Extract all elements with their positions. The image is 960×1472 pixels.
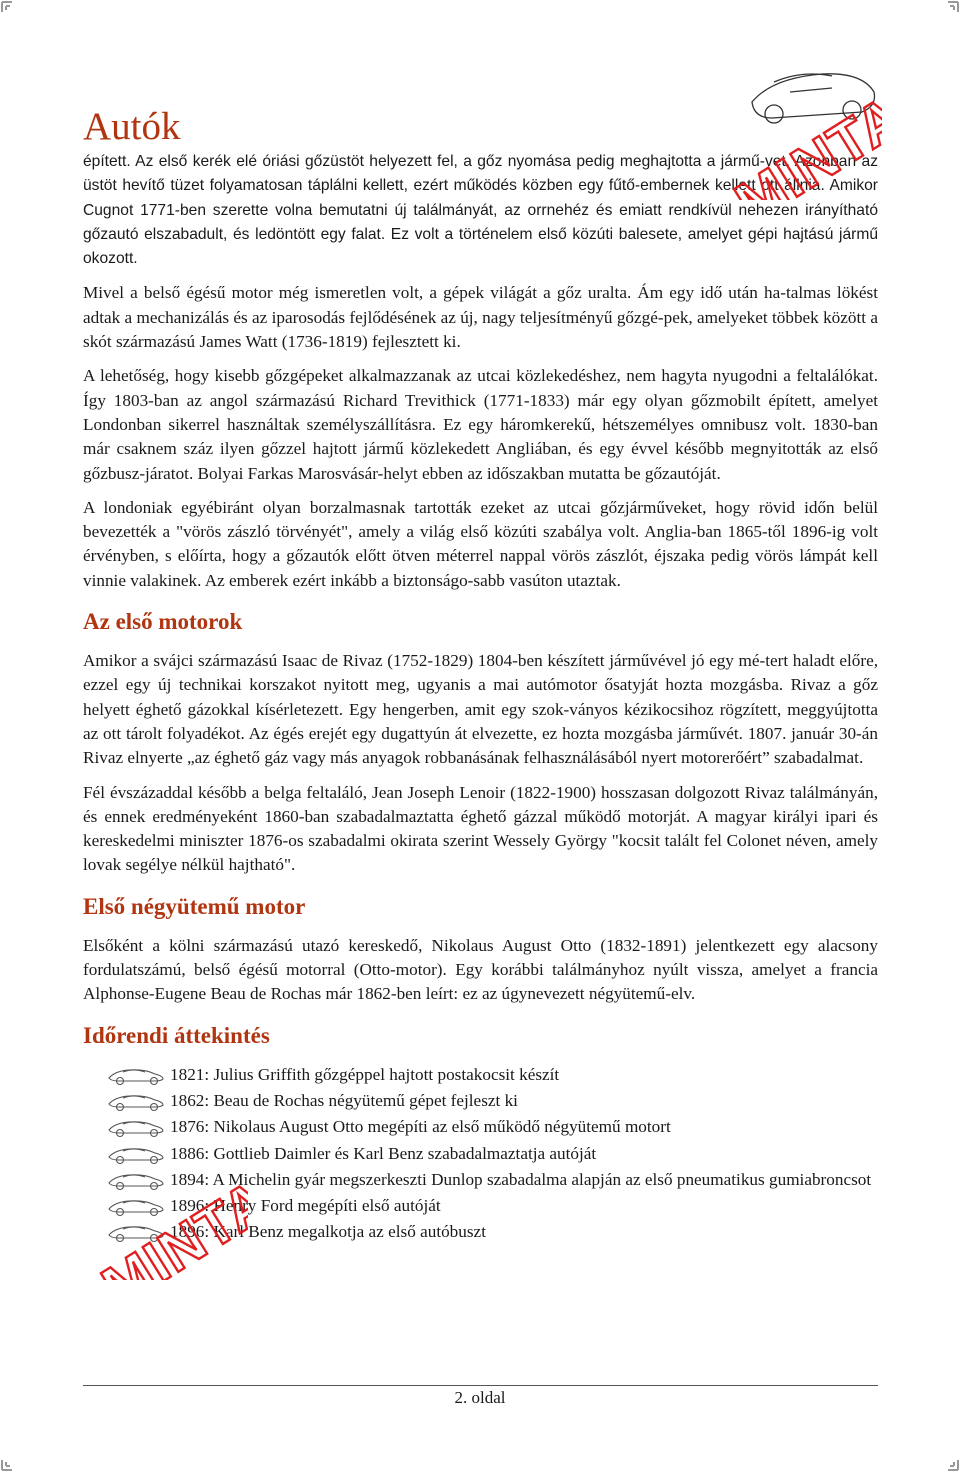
intro-paragraph: A lehetőség, hogy kisebb gőzgépeket alkalmazzanak az utcai közlekedéshez, nem hagyta nyugodni a feltalálókat. Így 1803-ban az angol származású Richard Trevithick (1771-1833) már egy olyan gőzmobilt épített, amelyet Londonban sikerrel használtak személyszállításra. Ez egy háromkerekű, hétszemélyes omnibusz volt. 1830-ban már csaknem száz ilyen gőzzel hajtott jármű közlekedett Angliában, és egy évvel később megnyitották az első gőzbusz-járatot. Bolyai Farkas Marosvásár-helyt ebben az időszakban mutatta be gőzautóját. [83,366,878,483]
footer-divider [83,1385,878,1386]
crop-mark-bottom-left [0,1450,22,1472]
crop-mark-bottom-right [938,1450,960,1472]
timeline-item [83,1115,878,1140]
section-paragraph: Elsőként a kölni származású utazó kereskedő, Nikolaus August Otto (1832-1891) jelentkezett egy alacsony fordulatszámú, belső égésű motorral (Otto-motor). Egy korábbi találmányhoz nyúlt vissza, amelyet a francia Alphonse-Eugene Beau de Rochas már 1862-ben leírt: ez az úgynevezett négyütemű-elv. [83,935,878,1004]
page-content [83,104,878,1247]
page-number: 2. oldal [454,1388,506,1407]
section-heading-timeline: Időrendi áttekintés [83,1022,270,1048]
section-paragraph: Amikor a svájci származású Isaac de Rivaz (1752-1829) 1804-ben készített járművével jó egy mé-tert haladt előre, ezzel egy új technikai korszakot nyitott meg, ugyanis a mai autómotor ősatyját hozta mozgásba. Rivaz a gőz helyett éghető gázokkal kísérletezett. Egy hengerben, amit egy szok-ványos kézikocsihoz rögzített, meggyújtotta az ott tárolt folyadékot. Az égés erejét egy dugattyún át elvezette, ez hozta mozgásba járművét. 1807. január 30-án Rivaz elnyerte „az éghető gáz vagy más anyagok robbanásának felhasználásából nyert motorerőért” szabadalmat. [83,651,878,768]
car-bullet-icon [105,1092,167,1112]
watermark-text: MINTA [724,83,882,200]
timeline-item-text: 1821: Julius Griffith gőzgéppel hajtott postakocsit készít [170,1064,560,1084]
car-bullet-icon [105,1118,167,1138]
car-bullet-icon [105,1066,167,1086]
minta-watermark-top [712,62,882,200]
timeline-item-text: 1894: A Michelin gyár megszerkeszti Dunlop szabadalma alapján az első pneumatikus gumiabroncsot [170,1169,872,1189]
timeline-item-text: 1896: Henry Ford megépíti első autóját [170,1196,441,1216]
watermark-text: MINTA [91,1167,248,1280]
section-paragraph: Fél évszázaddal később a belga feltaláló, Jean Joseph Lenoir (1822-1900) hosszasan dolgozott Rivaz találmányán, és ennek eredményeként 1860-ban szabadalmaztatta éghető gázzal működő motorját. A magyar királyi ipari és kereskedelmi miniszter 1876-os szabadalmi okirata szerint Wessely György "kocsit talált fel Colonet néven, amely lovak segélye nélkül hajtható". [83,782,878,875]
timeline-item [83,1063,878,1088]
timeline-item-text: 1886: Gottlieb Daimler és Karl Benz szabadalmaztatja autóját [170,1143,597,1163]
page-title: Autók [83,105,181,148]
intro-paragraph: épített. Az első kerék elé óriási gőzüstöt helyezett fel, a gőz nyomása pedig meghajtotta a jármű-vet. Azonban az üstöt hevítő tüzet folyamatosan táplálni kellett, ezért működés közben egy fűtő-embernek kellett ott állnia. Amikor Cugnot 1771-ben szerette volna bemutatni új találmányát, az orrnehéz és emiatt rendkívül nehezen irányítható gőzautó elszabadult, és ledöntött egy falat. Ez volt a történelem első közúti balesete, amelyet gépi hajtású jármű okozott. [83,153,878,268]
crop-mark-top-left [0,0,22,22]
minta-watermark-bottom [84,1150,248,1280]
timeline-item-text: 1896: Karl Benz megalkotja az első autóbuszt [170,1222,486,1242]
section-heading-first-engines: Az első motorok [83,609,243,635]
crop-mark-top-right [938,0,960,22]
timeline-item-text: 1862: Beau de Rochas négyütemű gépet fejleszt ki [170,1090,518,1110]
timeline-item [83,1089,878,1114]
timeline-item-text: 1876: Nikolaus August Otto megépíti az első működő négyütemű motort [170,1117,671,1137]
intro-paragraph: Mivel a belső égésű motor még ismeretlen volt, a gépek világát a gőz uralta. Ám egy idő után ha-talmas lökést adtak a mechanizálás és az iparosodás fejlődésének az új, nagy teljesítményű gőzgé-pek, amelyeket többek között a skót származású James Watt (1736-1819) fejlesztett ki. [83,283,878,352]
intro-paragraph: A londoniak egyébiránt olyan borzalmasnak tartották ezeket az utcai gőzjárműveket, hogy rövid időn belül bevezették a "vörös zászló törvényét", amely a világ első közúti szabálya volt. Anglia-ban 1865-től 1896-ig volt érvényben, s előírta, hogy a gőzautók előtt ötven méterrel nappal vörös zászlót, éjszaka pedig vörös lámpát kell vinnie valakinek. Az emberek ezért inkább a biztonságo-sabb vasúton utaztak. [83,497,878,590]
section-heading-four-stroke-engine: Első négyütemű motor [83,893,306,919]
intro-section [83,150,878,593]
